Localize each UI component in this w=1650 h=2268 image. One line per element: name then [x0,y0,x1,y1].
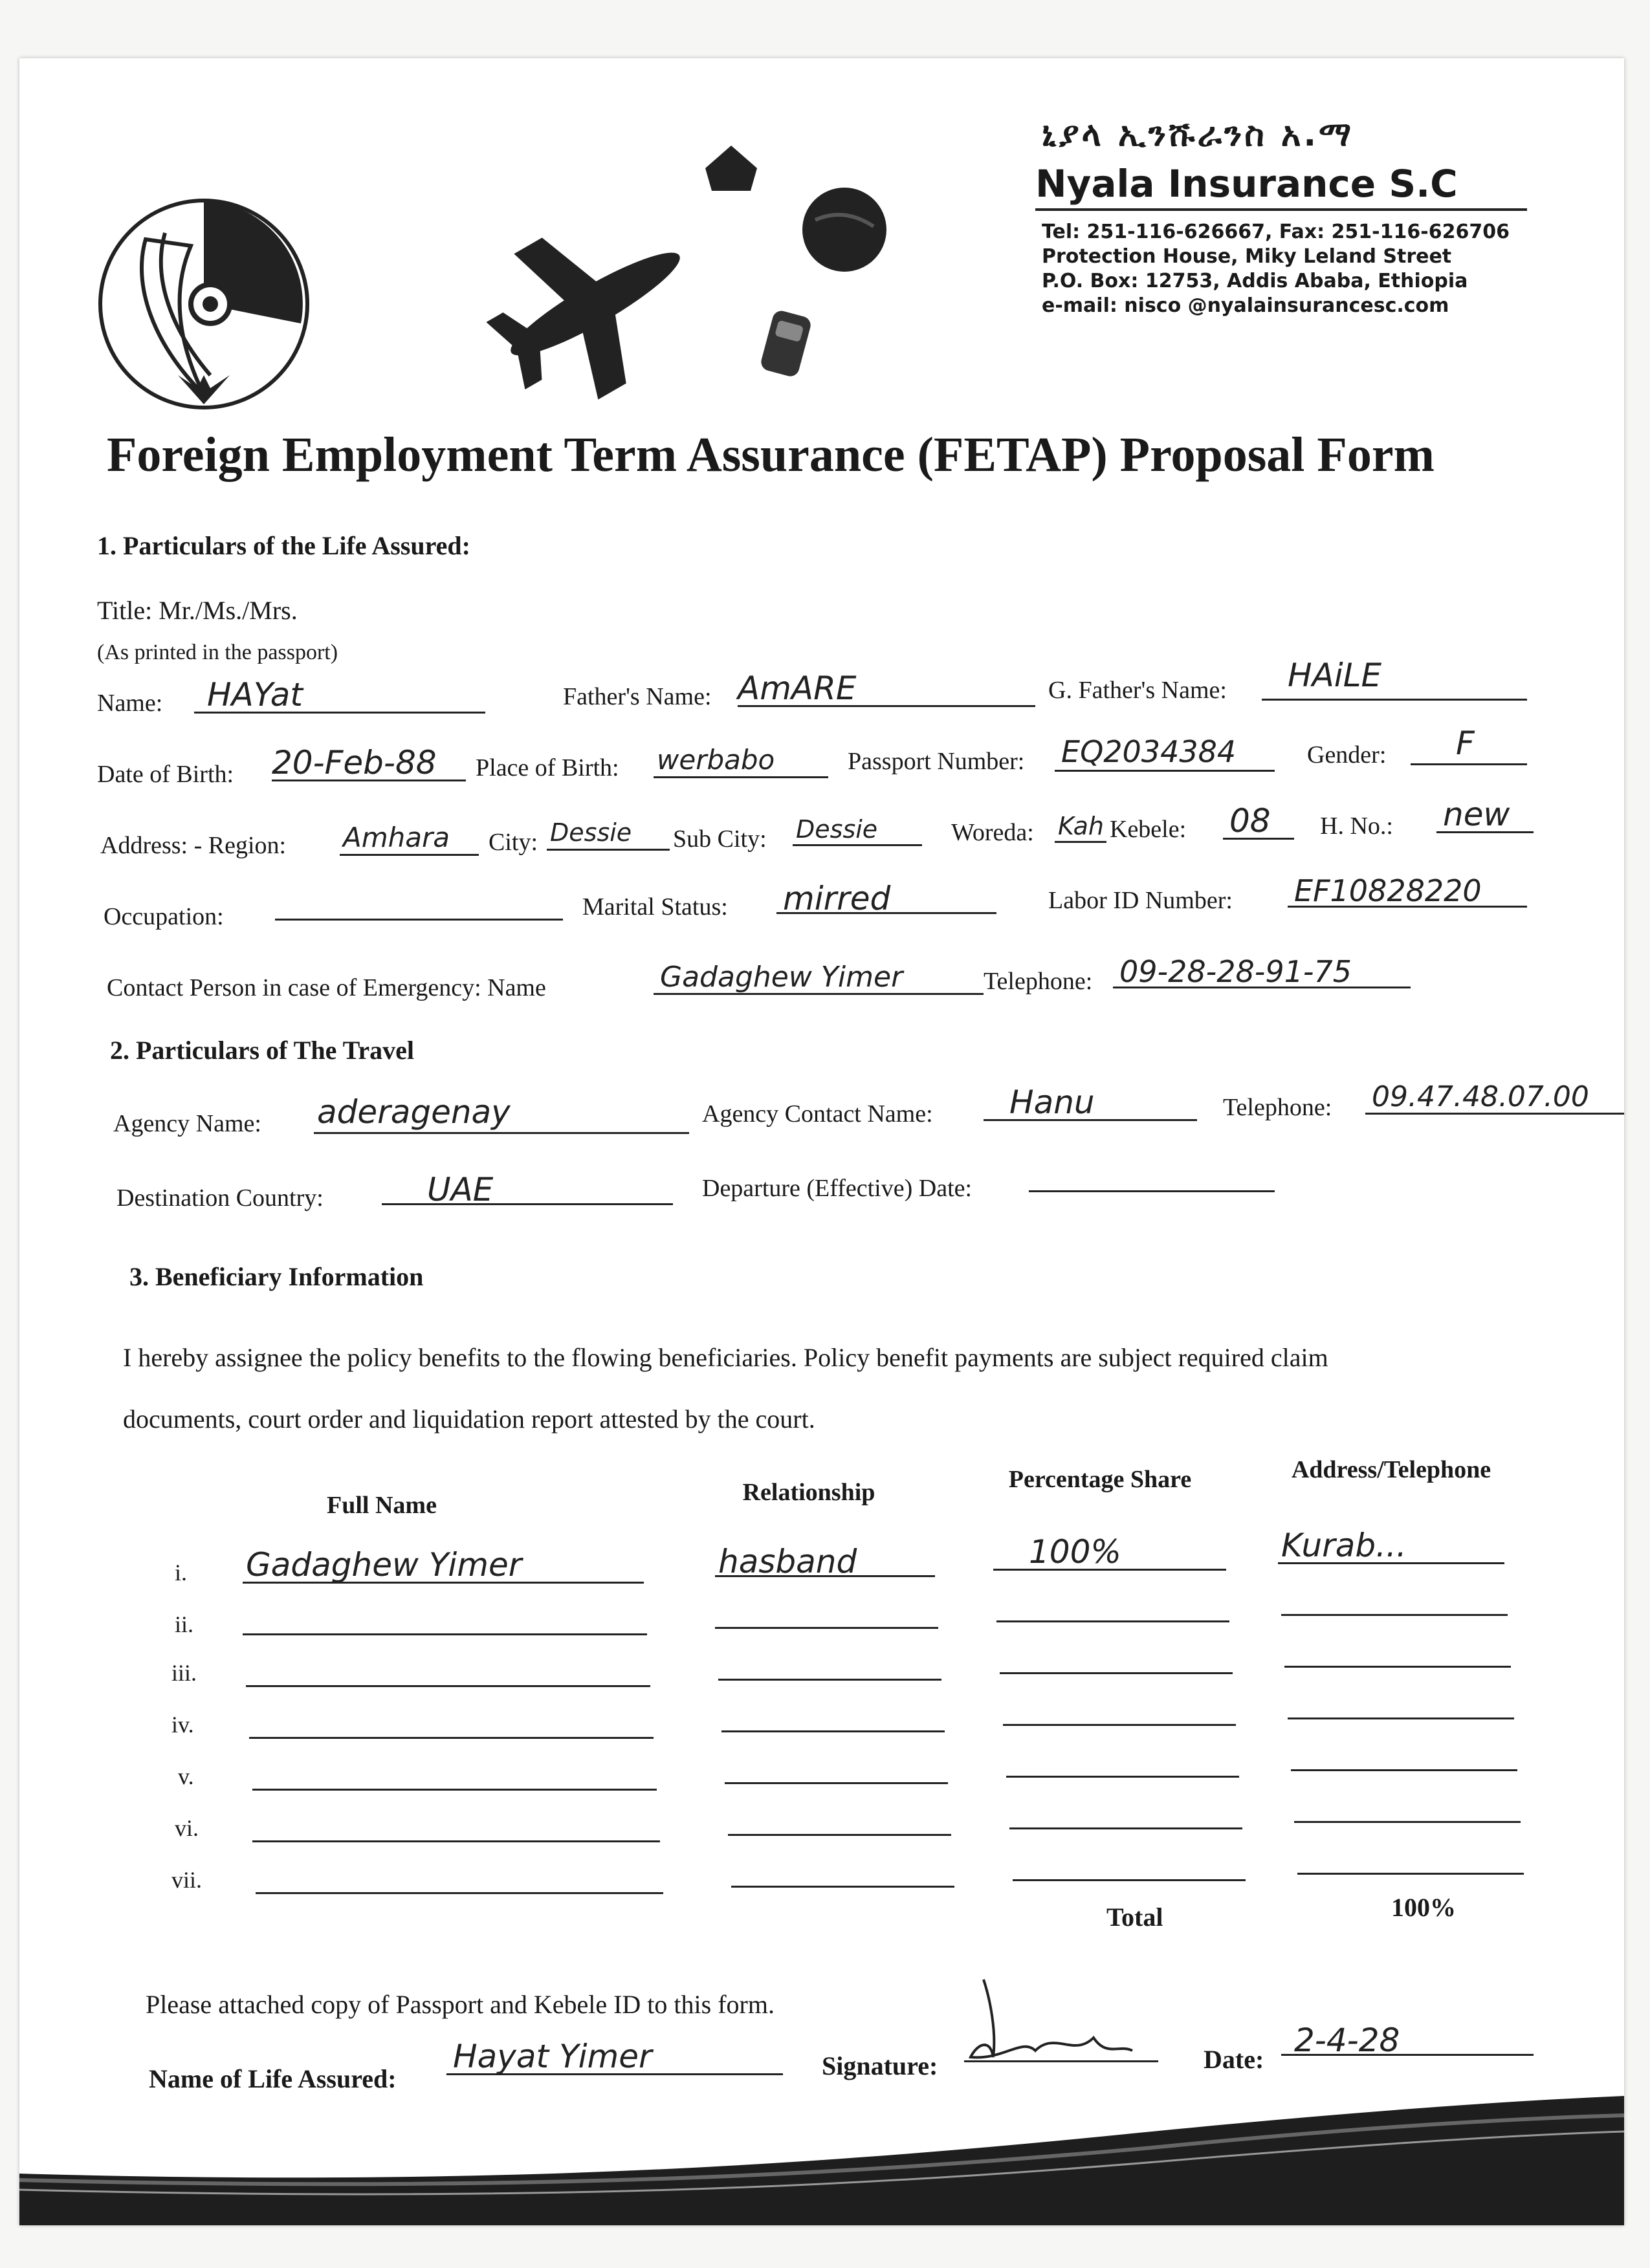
destination-label: Destination Country: [116,1184,324,1212]
attach-note: Please attached copy of Passport and Kebele ID to this form. [146,1990,775,2019]
row-1-name-line [243,1582,644,1584]
row-5-address-line[interactable] [1291,1769,1517,1771]
emergency-tel-line [1113,987,1411,988]
section1-heading: 1. Particulars of the Life Assured: [97,531,470,560]
house-icon [692,136,770,194]
dob-line [272,780,466,781]
row-2-share-line[interactable] [996,1620,1229,1622]
row-7-address-line[interactable] [1297,1873,1524,1875]
row-1-share[interactable]: 100% [1029,1533,1121,1571]
kebele-line [1223,838,1294,840]
row-3-num: iii. [171,1660,197,1686]
form-title: Foreign Employment Term Assurance (FETAP) Proposal Form [107,428,1435,482]
passport-label: Passport Number: [848,748,1025,775]
company-name-amharic: ኒያላ ኢንሹራንስ አ.ማ [1042,115,1354,154]
row-4-share-line[interactable] [1003,1724,1236,1726]
marital-value[interactable]: mirred [783,880,891,917]
telephone-value[interactable]: 09.47.48.07.00 [1372,1080,1589,1113]
row-6-relationship-line[interactable] [728,1834,951,1836]
row-5-relationship-line[interactable] [725,1782,948,1784]
kebele-value[interactable]: 08 [1229,802,1271,840]
marital-line [776,912,996,914]
agency-label: Agency Name: [113,1110,261,1137]
footer-wave-band [19,2096,1624,2225]
row-3-share-line[interactable] [1000,1672,1233,1674]
date-line [1281,2054,1534,2056]
emergency-tel-value[interactable]: 09-28-28-91-75 [1119,954,1352,989]
marital-label: Marital Status: [582,893,728,921]
agency-value[interactable]: aderagenay [317,1093,511,1131]
row-7-share-line[interactable] [1013,1879,1246,1881]
row-5-share-line[interactable] [1006,1776,1239,1778]
subcity-value[interactable]: Dessie [796,815,878,844]
row-5-name-line[interactable] [252,1789,657,1791]
company-pobox: P.O. Box: 12753, Addis Ababa, Ethiopia [1042,270,1468,292]
dob-value[interactable]: 20-Feb-88 [272,744,437,781]
pob-label: Place of Birth: [476,754,619,781]
form-page [19,58,1624,2225]
assured-value[interactable]: Hayat Yimer [453,2038,652,2075]
name-label: Name: [97,690,163,717]
row-4-relationship-line[interactable] [721,1730,945,1732]
pob-line [654,776,828,778]
col-percentage: Percentage Share [1008,1466,1192,1493]
telephone-line [1365,1113,1624,1115]
section2-heading: 2. Particulars of The Travel [110,1036,414,1065]
row-4-name-line[interactable] [249,1737,654,1739]
statement-line1: I hereby assignee the policy benefits to the flowing beneficiaries. Policy benefit payments are subject required claim [123,1343,1328,1372]
destination-value[interactable]: UAE [427,1171,494,1208]
name-line [194,712,485,714]
row-7-num: vii. [171,1867,203,1893]
row-7-name-line[interactable] [256,1892,663,1894]
dob-label: Date of Birth: [97,761,234,788]
nyala-logo-icon [81,181,327,427]
row-3-relationship-line[interactable] [718,1679,941,1681]
statement-line2: documents, court order and liquidation report attested by the court. [123,1404,815,1434]
date-label: Date: [1204,2045,1264,2074]
signature-line[interactable] [964,2060,1158,2062]
globe-icon [796,181,893,278]
hno-label: H. No.: [1320,812,1393,840]
company-email: e-mail: nisco @nyalainsurancesc.com [1042,294,1449,317]
region-line [340,854,479,856]
row-6-address-line[interactable] [1294,1821,1521,1823]
emergency-line [654,993,984,995]
col-relationship: Relationship [742,1479,875,1506]
name-value[interactable]: HAYat [207,676,303,714]
city-line [547,849,670,851]
row-3-address-line[interactable] [1284,1666,1511,1668]
agency-contact-label: Agency Contact Name: [702,1100,933,1128]
section3-heading: 3. Beneficiary Information [129,1262,424,1291]
agency-line [314,1132,689,1134]
woreda-value[interactable]: Kah [1058,812,1104,840]
agency-contact-value[interactable]: Hanu [1009,1084,1095,1121]
row-2-name-line[interactable] [243,1633,647,1635]
row-1-share-line [993,1569,1226,1571]
company-divider [1035,208,1527,211]
airplane-icon [485,207,705,401]
row-3-name-line[interactable] [246,1685,650,1687]
assured-line [446,2073,783,2075]
father-label: Father's Name: [563,683,712,710]
region-label: Address: - Region: [100,832,287,859]
labor-value[interactable]: EF10828220 [1294,873,1482,908]
row-2-num: ii. [175,1611,194,1637]
subcity-label: Sub City: [673,825,767,853]
destination-line [382,1203,673,1205]
row-2-address-line[interactable] [1281,1614,1508,1616]
emergency-label: Contact Person in case of Emergency: Name [107,974,546,1001]
company-address: Protection House, Miky Leland Street [1042,245,1452,268]
total-value: 100% [1391,1893,1456,1922]
occupation-label: Occupation: [104,903,224,930]
passport-note: (As printed in the passport) [97,640,338,664]
gfather-value[interactable]: HAiLE [1288,657,1382,694]
father-line [738,705,1035,707]
pob-value[interactable]: werbabo [657,744,775,776]
gender-value[interactable]: F [1456,725,1475,762]
row-1-num: i. [175,1560,188,1586]
assured-label: Name of Life Assured: [149,2064,397,2093]
title-label: Title: Mr./Ms./Mrs. [97,596,298,625]
emergency-tel-label: Telephone: [984,968,1093,995]
row-7-relationship-line[interactable] [731,1886,954,1888]
agency-contact-line [984,1119,1197,1121]
city-label: City: [489,829,538,856]
row-1-relationship-line [715,1575,935,1577]
signature-mark [964,1960,1171,2077]
date-value[interactable]: 2-4-28 [1294,2022,1400,2059]
city-value[interactable]: Dessie [550,818,632,847]
woreda-line [1055,841,1106,843]
row-2-relationship-line[interactable] [715,1627,938,1629]
passport-line [1055,770,1275,772]
row-6-share-line[interactable] [1009,1827,1242,1829]
row-6-num: vi. [175,1815,199,1841]
woreda-label: Woreda: [951,819,1034,846]
gfather-label: G. Father's Name: [1048,677,1227,704]
passport-value[interactable]: EQ2034384 [1061,734,1237,769]
signature-label: Signature: [822,2051,938,2080]
gfather-line [1262,699,1527,701]
gender-line [1411,763,1527,765]
labor-label: Labor ID Number: [1048,887,1233,914]
kebele-label: Kebele: [1110,816,1187,843]
hno-line [1436,831,1534,833]
row-6-name-line[interactable] [252,1840,660,1842]
hno-value[interactable]: new [1443,796,1510,833]
subcity-line [793,844,922,846]
gender-label: Gender: [1307,741,1387,769]
row-4-num: iv. [171,1712,194,1738]
telephone-label: Telephone: [1223,1094,1332,1121]
row-5-num: v. [178,1763,194,1789]
region-value[interactable]: Amhara [343,822,450,853]
row-1-address[interactable]: Kurab... [1281,1527,1407,1564]
labor-line [1288,906,1527,908]
company-tel: Tel: 251-116-626667, Fax: 251-116-626706 [1042,221,1510,243]
row-1-address-line [1278,1562,1504,1564]
col-address: Address/Telephone [1291,1456,1491,1483]
car-icon [751,304,828,382]
row-4-address-line[interactable] [1288,1717,1514,1719]
emergency-value[interactable]: Gadaghew Yimer [660,961,903,994]
departure-line [1029,1190,1275,1192]
departure-label: Departure (Effective) Date: [702,1175,973,1202]
father-value[interactable]: AmARE [738,670,857,707]
company-contact-block [1042,220,1510,318]
col-fullname: Full Name [327,1492,437,1519]
occupation-line [275,919,563,921]
company-name: Nyala Insurance S.C [1035,162,1458,206]
row-1-relationship[interactable]: hasband [718,1543,857,1580]
row-1-name[interactable]: Gadaghew Yimer [246,1546,522,1584]
total-label: Total [1106,1903,1163,1932]
